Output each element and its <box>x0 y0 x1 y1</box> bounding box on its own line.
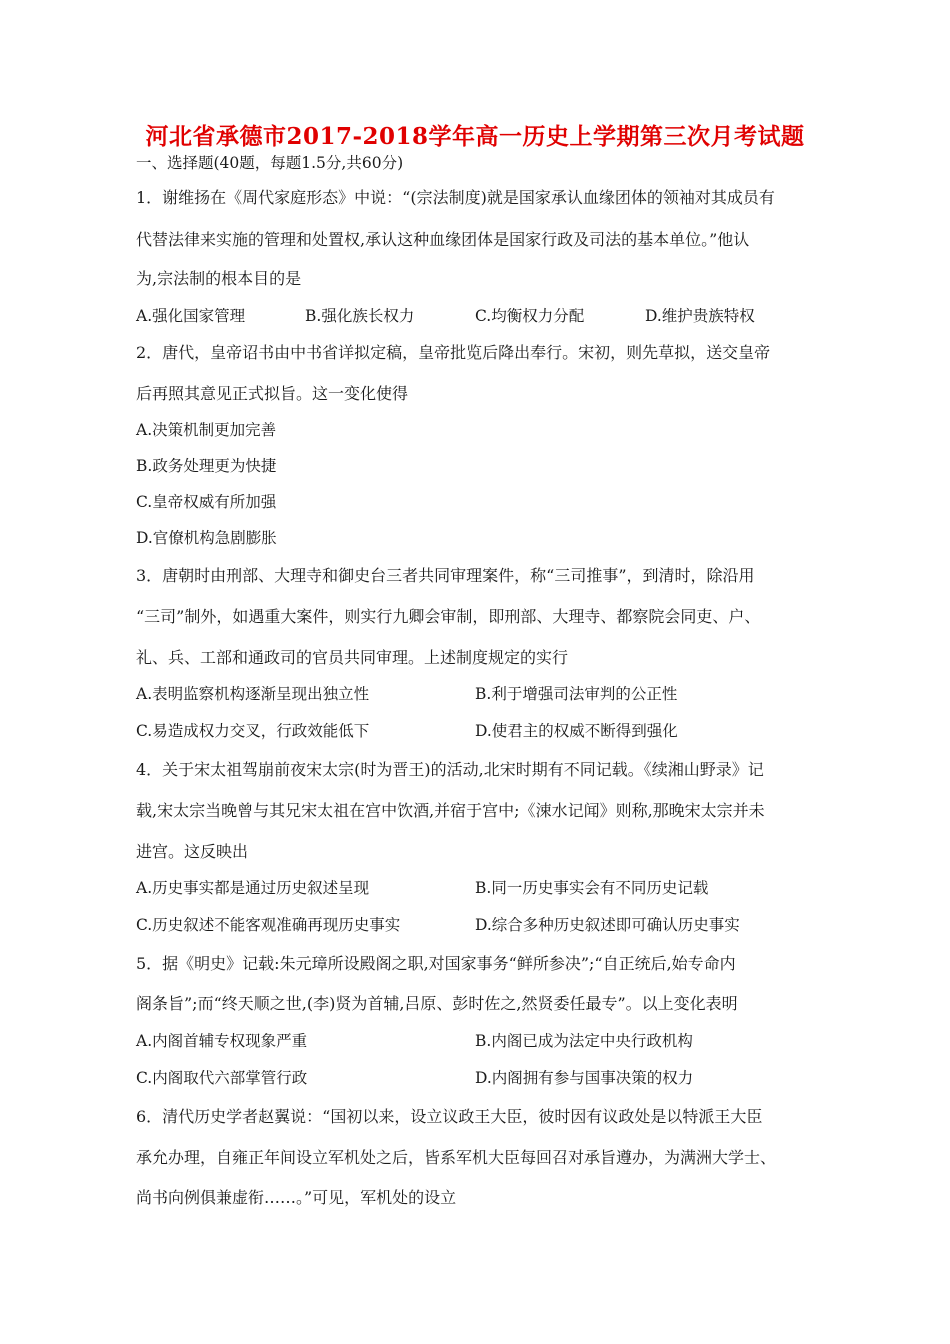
q5-option-d: D.内阁拥有参与国事决策的权力 <box>475 1069 694 1087</box>
q3-line-1: 3．唐朝时由刑部、大理寺和御史台三者共同审理案件，称“三司推事”，到清时，除沿用 <box>136 566 755 585</box>
q3-option-b: B.利于增强司法审判的公正性 <box>475 685 678 703</box>
q1-option-d: D.维护贵族特权 <box>645 307 755 325</box>
q3-line-3: 礼、兵、工部和通政司的官员共同审理。上述制度规定的实行 <box>136 648 569 667</box>
q2-option-c: C.皇帝权威有所加强 <box>136 493 277 511</box>
q6-line-3: 尚书向例俱兼虚衔……。”可见，军机处的设立 <box>136 1188 457 1207</box>
q5-line-1: 5．据《明史》记载:朱元璋所设殿阁之职,对国家事务“鲜所参决”;“自正统后,始专命内 <box>136 954 736 973</box>
q4-option-b: B.同一历史事实会有不同历史记载 <box>475 879 709 897</box>
q1-option-a: A.强化国家管理 <box>136 307 246 325</box>
q5-line-2: 阁条旨”;而“终天顺之世,(李)贤为首辅,吕原、彭时佐之,然贤委任最专”。以上变化表明 <box>136 994 738 1013</box>
q5-option-b: B.内阁已成为法定中央行政机构 <box>475 1032 693 1050</box>
q5-option-a: A.内阁首辅专权现象严重 <box>136 1032 308 1050</box>
q1-option-b: B.强化族长权力 <box>305 307 415 325</box>
q3-option-c: C.易造成权力交叉，行政效能低下 <box>136 722 370 740</box>
q2-line-2: 后再照其意见正式拟旨。这一变化使得 <box>136 384 409 403</box>
q3-option-a: A.表明监察机构逐渐呈现出独立性 <box>136 685 370 703</box>
q4-option-c: C.历史叙述不能客观准确再现历史事实 <box>136 916 401 934</box>
q2-option-a: A.决策机制更加完善 <box>136 421 277 439</box>
q2-line-1: 2．唐代，皇帝诏书由中书省详拟定稿，皇帝批览后降出奉行。宋初，则先草拟，送交皇帝 <box>136 343 771 362</box>
q4-line-1: 4．关于宋太祖驾崩前夜宋太宗(时为晋王)的活动,北宋时期有不同记载。《续湘山野录》记 <box>136 760 764 779</box>
q1-line-3: 为,宗法制的根本目的是 <box>136 269 302 288</box>
q5-option-c: C.内阁取代六部掌管行政 <box>136 1069 308 1087</box>
q4-option-d: D.综合多种历史叙述即可确认历史事实 <box>475 916 740 934</box>
section-heading: 一、选择题(40题，每题1.5分,共60分) <box>136 154 404 172</box>
q2-option-b: B.政务处理更为快捷 <box>136 457 277 475</box>
q4-line-2: 载,宋太宗当晚曾与其兄宋太祖在宫中饮酒,并宿于宫中;《涑水记闻》则称,那晚宋太宗并未 <box>136 801 765 820</box>
q6-line-1: 6．清代历史学者赵翼说：“国初以来，设立议政王大臣，彼时因有议政处是以特派王大臣 <box>136 1107 763 1126</box>
q6-line-2: 承允办理，自雍正年间设立军机处之后，皆系军机大臣每回召对承旨遵办，为满洲大学士、 <box>136 1148 777 1167</box>
q4-line-3: 进宫。这反映出 <box>136 842 249 861</box>
q1-option-c: C.均衡权力分配 <box>475 307 585 325</box>
q2-option-d: D.官僚机构急剧膨胀 <box>136 529 277 547</box>
page-title: 河北省承德市2017-2018学年高一历史上学期第三次月考试题 <box>145 123 805 150</box>
q1-line-2: 代替法律来实施的管理和处置权,承认这种血缘团体是国家行政及司法的基本单位。”他认 <box>136 230 750 249</box>
q4-option-a: A.历史事实都是通过历史叙述呈现 <box>136 879 370 897</box>
q1-line-1: 1．谢维扬在《周代家庭形态》中说：“(宗法制度)就是国家承认血缘团体的领袖对其成员有 <box>136 188 775 207</box>
q3-option-d: D.使君主的权威不断得到强化 <box>475 722 678 740</box>
q3-line-2: “三司”制外，如遇重大案件，则实行九卿会审制，即刑部、大理寺、都察院会同吏、户、 <box>136 607 761 626</box>
